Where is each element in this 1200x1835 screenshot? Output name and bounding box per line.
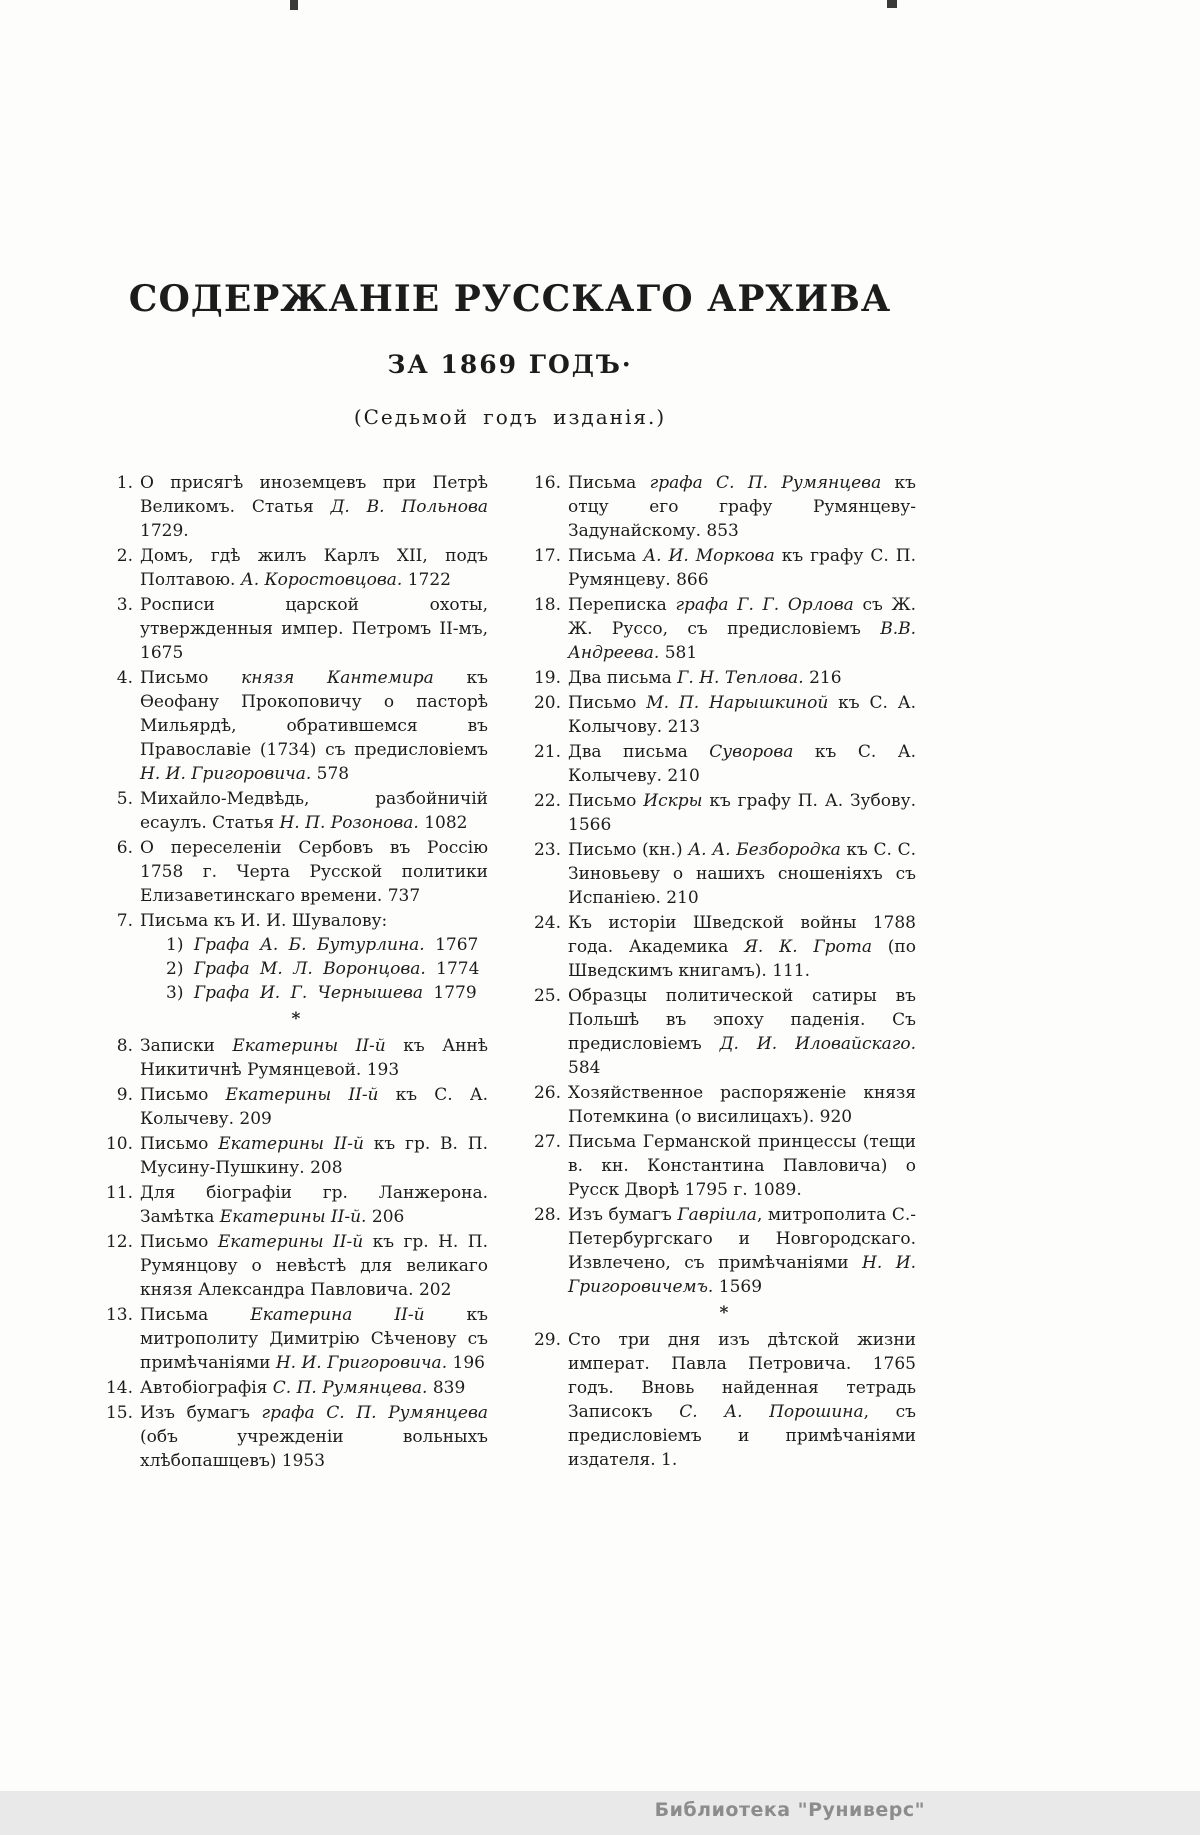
toc-entry xyxy=(532,911,916,983)
entry-number: 13. xyxy=(105,1305,133,1325)
toc-left-column xyxy=(104,471,488,1474)
toc-entry xyxy=(532,984,916,1080)
toc-entry xyxy=(532,666,916,690)
toc-entry xyxy=(532,1203,916,1299)
entry-number: 9. xyxy=(116,1085,133,1105)
entry-text: Сто три дня изъ дѣтской жизни императ. Павла Петровича. 1765 годъ. Вновь найденная тетрадь Записокъ С. А. Порошина, съ предисловіемъ и примѣчаніями издателя. 1. xyxy=(568,1330,916,1470)
entry-text: Письмо Екатерины II-й къ гр. Н. П. Румянцову о невѣстѣ для великаго князя Александра Павловича. 202 xyxy=(140,1232,488,1300)
toc-entry xyxy=(104,1132,488,1180)
entry-text: Образцы политической сатиры въ Польшѣ въ эпоху паденія. Съ предисловіемъ Д. И. Иловайскаго. 584 xyxy=(568,986,916,1078)
entry-text: Къ исторіи Шведской войны 1788 года. Академика Я. К. Грота (по Шведскимъ книгамъ). 111. xyxy=(568,913,916,981)
toc-entry xyxy=(104,1034,488,1082)
entry-text: Хозяйственное распоряженіе князя Потемкина (о висилицахъ). 920 xyxy=(568,1083,916,1127)
entry-number: 8. xyxy=(116,1036,133,1056)
entry-text: Изъ бумагъ графа С. П. Румянцева (объ учрежденіи вольныхъ хлѣбопашцевъ) 1953 xyxy=(140,1403,488,1471)
scan-artifact xyxy=(887,0,897,8)
toc-entry xyxy=(104,593,488,665)
entry-text: О переселеніи Сербовъ въ Россію 1758 г. Черта Русской политики Елизаветинскаго времени. 737 xyxy=(140,838,488,906)
entry-subitem: 2) Графа М. Л. Воронцова. 1774 xyxy=(166,959,480,979)
entry-number: 19. xyxy=(533,668,561,688)
entry-text: О присягѣ иноземцевъ при Петрѣ Великомъ. Статья Д. В. Польнова 1729. xyxy=(140,473,488,541)
entry-text: Два письма Суворова къ С. А. Колычеву. 210 xyxy=(568,742,916,786)
page-subtitle: ЗА 1869 ГОДЪ· xyxy=(387,350,633,379)
entry-text: Письма Екатерина II-й къ митрополиту Димитрію Сѣченову съ примѣчаніями Н. И. Григоровича. 196 xyxy=(140,1305,488,1373)
entry-text: Письмо князя Кантемира къ Ѳеофану Прокоповичу о пасторѣ Мильярдѣ, обратившемся въ Православіе (1734) съ предисловіемъ Н. И. Григоровича. 578 xyxy=(140,668,488,784)
entry-number: 4. xyxy=(116,668,133,688)
entry-text: Изъ бумагъ Гавріила, митрополита С.-Петербургскаго и Новгородскаго. Извлечено, съ примѣчаніями Н. И. Григоровичемъ. 1569 xyxy=(568,1205,916,1297)
entry-number: 7. xyxy=(116,911,133,931)
toc-entry xyxy=(532,838,916,910)
entry-text: Росписи царской охоты, утвержденныя импер. Петромъ II-мъ, 1675 xyxy=(140,595,488,663)
entry-number: 6. xyxy=(116,838,133,858)
entry-number: 14. xyxy=(105,1378,133,1398)
toc-entry xyxy=(104,1230,488,1302)
asterisk-separator: * xyxy=(291,1009,301,1029)
entry-number: 18. xyxy=(533,595,561,615)
entry-number: 20. xyxy=(533,693,561,713)
entry-text: Домъ, гдѣ жилъ Карлъ XII, подъ Полтавою. А. Коростовцова. 1722 xyxy=(140,546,488,590)
toc-entry xyxy=(104,1181,488,1229)
entry-number: 16. xyxy=(533,473,561,493)
entry-number: 27. xyxy=(533,1132,561,1152)
page-content xyxy=(104,0,916,1474)
entry-text: Письма къ И. И. Шувалову: xyxy=(140,911,388,931)
entry-number: 22. xyxy=(533,791,561,811)
toc-entry xyxy=(104,471,488,543)
entry-number: 3. xyxy=(116,595,133,615)
watermark-bar xyxy=(0,1791,1200,1835)
entry-number: 21. xyxy=(533,742,561,762)
entry-subitem: 3) Графа И. Г. Чернышева 1779 xyxy=(166,983,477,1003)
entry-text: Переписка графа Г. Г. Орлова съ Ж. Ж. Руссо, съ предисловіемъ В.В. Андреева. 581 xyxy=(568,595,916,663)
entry-number: 11. xyxy=(105,1183,133,1203)
toc-entry xyxy=(532,691,916,739)
toc-entry xyxy=(104,544,488,592)
toc-entry xyxy=(532,544,916,592)
entry-text: Записки Екатерины II-й къ Аннѣ Никитичнѣ Румянцевой. 193 xyxy=(140,1036,488,1080)
asterisk-separator: * xyxy=(719,1303,729,1323)
toc-entry xyxy=(532,471,916,543)
toc-entry xyxy=(532,1081,916,1129)
entry-text: Автобіографія С. П. Румянцева. 839 xyxy=(140,1378,466,1398)
entry-text: Письмо Екатерины II-й къ гр. В. П. Мусину-Пушкину. 208 xyxy=(140,1134,489,1178)
entry-number: 2. xyxy=(116,546,133,566)
edition-note: (Седьмой годъ изданія.) xyxy=(353,405,667,429)
entry-number: 5. xyxy=(116,789,133,809)
entry-text: Письма А. И. Моркова къ графу С. П. Румянцеву. 866 xyxy=(568,546,916,590)
toc-entry xyxy=(104,836,488,908)
scan-artifact xyxy=(290,0,298,10)
entry-text: Для біографіи гр. Ланжерона. Замѣтка Екатерины II-й. 206 xyxy=(140,1183,488,1227)
entry-text: Два письма Г. Н. Теплова. 216 xyxy=(568,668,842,688)
entry-number: 12. xyxy=(105,1232,133,1252)
entry-text: Письма Германской принцессы (тещи в. кн. Константина Павловича) о Русск Дворѣ 1795 г. 1089. xyxy=(568,1132,916,1200)
toc-entry xyxy=(532,789,916,837)
entry-number: 28. xyxy=(533,1205,561,1225)
toc-entry xyxy=(104,1376,488,1400)
entry-text: Письма графа С. П. Румянцева къ отцу его графу Румянцеву-Задунайскому. 853 xyxy=(568,473,916,541)
entry-subitem: 1) Графа А. Б. Бутурлина. 1767 xyxy=(166,935,479,955)
entry-number: 25. xyxy=(533,986,561,1006)
entry-number: 23. xyxy=(533,840,561,860)
page-title: СОДЕРЖАНІЕ РУССКАГО АРХИВА xyxy=(128,278,892,320)
entry-number: 17. xyxy=(533,546,561,566)
toc-entry xyxy=(104,787,488,835)
toc-entry xyxy=(532,1130,916,1202)
entry-text: Письмо Екатерины II-й къ С. А. Колычеву. 209 xyxy=(140,1085,489,1129)
entry-number: 1. xyxy=(116,473,133,493)
toc-entry xyxy=(532,740,916,788)
entry-text: Письмо (кн.) А. А. Безбородка къ С. С. Зиновьеву о нашихъ сношеніяхъ съ Испаніею. 210 xyxy=(568,840,916,908)
entry-text: Письмо Искры къ графу П. А. Зубову. 1566 xyxy=(568,791,916,835)
entry-number: 15. xyxy=(105,1403,133,1423)
toc-entry xyxy=(532,1328,916,1472)
toc-right-column xyxy=(532,471,916,1474)
toc-entry xyxy=(104,1401,488,1473)
toc-entry xyxy=(104,1303,488,1375)
entry-number: 26. xyxy=(533,1083,561,1103)
entry-number: 10. xyxy=(105,1134,133,1154)
toc-entry xyxy=(104,909,488,1005)
toc-entry xyxy=(104,666,488,786)
toc-columns xyxy=(104,471,916,1474)
toc-entry xyxy=(104,1083,488,1131)
entry-text: Михайло-Медвѣдь, разбойничій есаулъ. Статья Н. П. Розонова. 1082 xyxy=(140,789,488,833)
toc-entry xyxy=(532,593,916,665)
entry-text: Письмо М. П. Нарышкиной къ С. А. Колычову. 213 xyxy=(568,693,917,737)
entry-number: 24. xyxy=(533,913,561,933)
watermark-text: Библиотека "Руниверс" xyxy=(654,1799,925,1821)
entry-number: 29. xyxy=(533,1330,561,1350)
